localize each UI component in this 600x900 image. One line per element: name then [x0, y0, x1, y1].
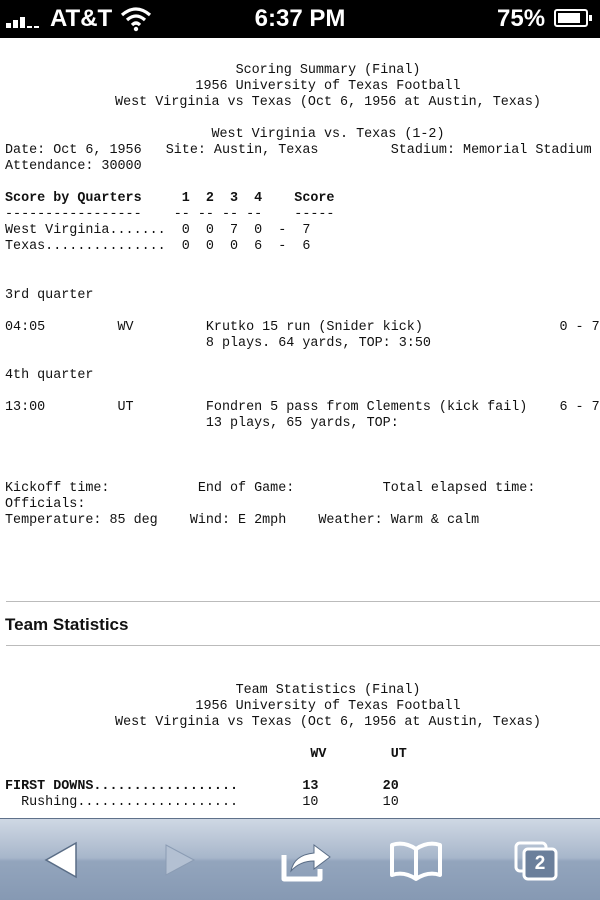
scoring-summary-title: Scoring Summary (Final)	[235, 63, 421, 78]
quarters-header: Score by Quarters 1 2 3 4 Score	[5, 191, 335, 206]
scoring-play-2: 13:00 UT Fondren 5 pass from Clements (kick fail) 6 - 7	[5, 400, 600, 415]
officials-line: Officials:	[5, 497, 86, 512]
scoring-summary-subtitle: 1956 University of Texas Football	[195, 79, 461, 94]
battery-icon	[554, 9, 588, 27]
status-bar	[0, 0, 600, 38]
attendance-line: Attendance: 30000	[5, 159, 142, 174]
divider	[6, 645, 600, 646]
scoring-play-1: 04:05 WV Krutko 15 run (Snider kick) 0 - 7	[5, 320, 600, 335]
quarter3-label: 3rd quarter	[5, 288, 94, 303]
team-statistics-heading: Team Statistics	[5, 615, 129, 634]
rushing-row: Rushing.................... 10 10	[5, 795, 399, 810]
battery-percent: 75%	[497, 5, 546, 32]
quarter4-label: 4th quarter	[5, 368, 94, 383]
web-page-content[interactable]	[0, 38, 600, 818]
back-arrow-icon[interactable]	[30, 837, 90, 883]
kickoff-line: Kickoff time: End of Game: Total elapsed time:	[5, 481, 536, 496]
date-site-line: Date: Oct 6, 1956 Site: Austin, Texas Stadium: Memorial Stadium	[5, 143, 592, 158]
carrier-label: AT&T	[50, 5, 113, 32]
game-header: West Virginia vs. Texas (1-2)	[211, 127, 445, 142]
scoring-play-2-detail: 13 plays, 65 yards, TOP:	[5, 416, 399, 431]
scoring-play-1-detail: 8 plays. 64 yards, TOP: 3:50	[5, 336, 431, 351]
book-icon[interactable]	[386, 837, 446, 883]
quarters-rule: ----------------- -- -- -- -- -----	[5, 207, 335, 222]
share-icon[interactable]	[276, 837, 336, 883]
forward-arrow-icon[interactable]	[150, 837, 210, 883]
score-row-west-virginia: West Virginia....... 0 0 7 0 - 7	[5, 223, 311, 238]
clock: 6:37 PM	[254, 5, 346, 32]
first-downs-row: FIRST DOWNS.................. 13 20	[5, 779, 399, 794]
team-stats-subtitle: 1956 University of Texas Football	[195, 699, 461, 714]
scoring-summary-matchup: West Virginia vs Texas (Oct 6, 1956 at Austin, Texas)	[115, 95, 541, 110]
weather-line: Temperature: 85 deg Wind: E 2mph Weather: Warm & calm	[5, 513, 480, 528]
browser-toolbar	[0, 818, 600, 900]
team-stats-matchup: West Virginia vs Texas (Oct 6, 1956 at Austin, Texas)	[115, 715, 541, 730]
divider	[6, 601, 600, 602]
team-stats-column-header: WV UT	[5, 747, 407, 762]
tabs-button[interactable]	[510, 837, 570, 883]
team-stats-title: Team Statistics (Final)	[235, 683, 421, 698]
tab-count: 2	[534, 853, 546, 874]
score-row-texas: Texas............... 0 0 0 6 - 6	[5, 239, 311, 254]
